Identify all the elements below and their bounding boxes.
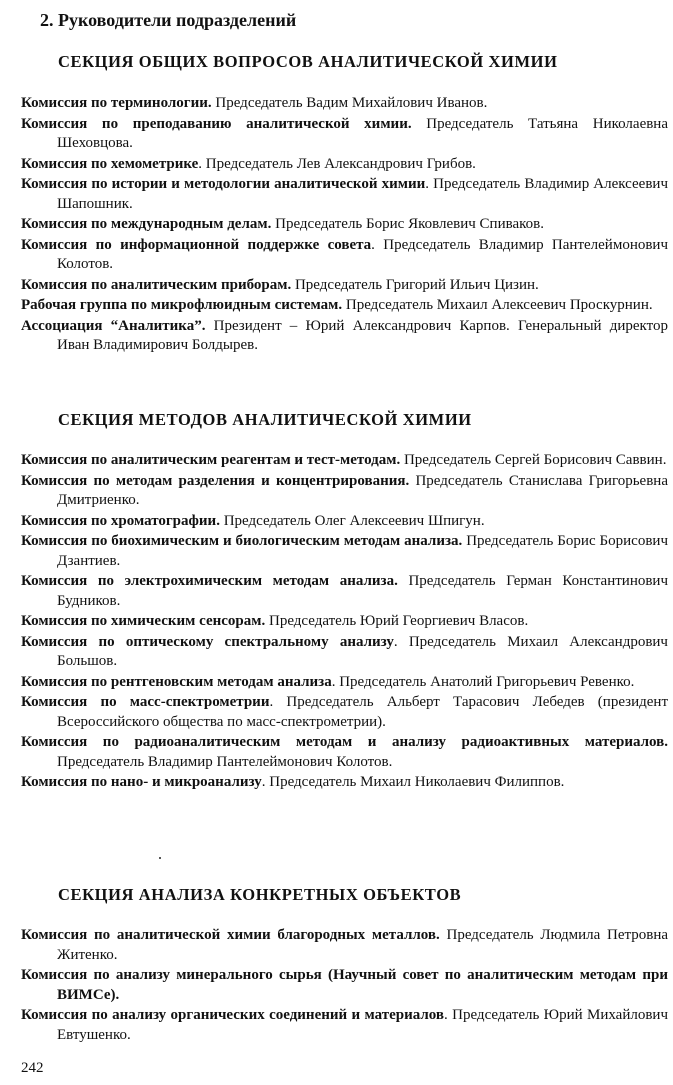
entry-name: Рабочая группа по микрофлюидным системам.	[21, 297, 343, 313]
list-item	[21, 155, 668, 175]
entry-name: Ассоциация “Аналитика”.	[21, 317, 206, 334]
entry-text: . Председатель Лев Александрович Грибов.	[198, 155, 476, 172]
section-title-methods: СЕКЦИЯ МЕТОДОВ АНАЛИТИЧЕСКОЙ ХИМИИ	[58, 410, 472, 429]
entry-text: Председатель Людмила Петровна Житенко.	[57, 927, 669, 963]
entry-name: Комиссия по анализу органических соединений и материалов	[21, 1007, 445, 1023]
list-item	[21, 296, 668, 316]
list-item	[21, 572, 668, 611]
entries-general	[21, 94, 668, 357]
list-item	[21, 733, 668, 772]
entry-text: Председатель Вадим Михайлович Иванов.	[211, 95, 488, 111]
entry-text: Председатель Григорий Ильич Цизин.	[291, 276, 539, 293]
entry-name: Комиссия по аналитической химии благородных металлов.	[21, 927, 440, 943]
entry-name: Комиссия по международным делам.	[21, 216, 272, 232]
entry-name: Комиссия по химическим сенсорам.	[21, 613, 266, 629]
list-item	[21, 175, 668, 214]
list-item	[21, 966, 668, 1005]
entry-text: . Председатель Альберт Тарасович Лебедев (президент Всероссийского общества по масс-спектрометрии).	[57, 694, 668, 730]
print-speck	[159, 857, 161, 859]
entry-text: . Председатель Анатолий Григорьевич Ревенко.	[331, 673, 635, 690]
entry-name: Комиссия по рентгеновским методам анализа	[21, 673, 332, 690]
entry-name: Комиссия по оптическому спектральному анализу	[21, 633, 394, 650]
list-item	[21, 673, 668, 693]
entry-name: Комиссия по методам разделения и концентрирования.	[21, 472, 410, 489]
entry-name: Комиссия по преподаванию аналитической химии.	[21, 115, 412, 132]
entry-name: Комиссия по радиоаналитическим методам и анализу радиоактивных материалов.	[21, 734, 668, 750]
entries-objects	[21, 926, 668, 1046]
entry-text: Председатель Олег Алексеевич Шпигун.	[219, 512, 485, 529]
entry-name: Комиссия по электрохимическим методам анализа.	[21, 573, 398, 589]
list-item	[21, 926, 668, 965]
list-item	[21, 693, 668, 732]
list-item	[21, 451, 668, 471]
list-item	[21, 115, 668, 154]
entry-text: Председатель Михаил Алексеевич Проскурнин.	[342, 297, 653, 313]
entry-name: Комиссия по истории и методологии аналитической химии	[21, 176, 426, 192]
entry-text: . Председатель Михаил Александрович Большов.	[57, 633, 668, 669]
entry-text: Президент – Юрий Александрович Карпов. Генеральный директор Иван Владимирович Болдырев.	[57, 317, 668, 353]
entry-text: Председатель Юрий Георгиевич Власов.	[265, 613, 529, 629]
list-item	[21, 1006, 668, 1045]
entry-name: Комиссия по хемометрике	[21, 155, 199, 172]
list-item	[21, 472, 668, 511]
list-item	[21, 215, 668, 235]
section-title-general: СЕКЦИЯ ОБЩИХ ВОПРОСОВ АНАЛИТИЧЕСКОЙ ХИМИИ	[58, 52, 558, 71]
entry-text: Председатель Сергей Борисович Саввин.	[400, 452, 667, 468]
entry-name: Комиссия по информационной поддержке совета	[21, 236, 372, 253]
entry-name: Комиссия по анализу минерального сырья (Научный совет по аналитическим методам при ВИМСе).	[21, 967, 668, 1003]
page-number: 242	[21, 1060, 44, 1076]
entry-text: Председатель Борис Яковлевич Спиваков.	[271, 216, 544, 232]
entry-text: Председатель Татьяна Николаевна Шеховцова.	[57, 115, 668, 151]
entry-text: . Председатель Владимир Алексеевич Шапошник.	[57, 176, 668, 212]
list-item	[21, 633, 668, 672]
page-heading: 2. Руководители подразделений	[40, 10, 297, 30]
entry-name: Комиссия по аналитическим приборам.	[21, 276, 292, 293]
entry-text: Председатель Борис Борисович Дзантиев.	[57, 533, 668, 569]
list-item	[21, 512, 668, 532]
entry-name: Комиссия по масс-спектрометрии	[21, 694, 270, 710]
entry-name: Комиссия по терминологии.	[21, 95, 212, 111]
entry-text: Председатель Станислава Григорьевна Дмитриенко.	[57, 472, 668, 508]
list-item	[21, 236, 668, 275]
entry-text: Председатель Владимир Пантелеймонович Колотов.	[57, 753, 393, 770]
entries-methods	[21, 451, 668, 794]
list-item	[21, 773, 668, 793]
list-item	[21, 532, 668, 571]
list-item	[21, 612, 668, 632]
section-title-objects: СЕКЦИЯ АНАЛИЗА КОНКРЕТНЫХ ОБЪЕКТОВ	[58, 885, 462, 904]
list-item	[21, 276, 668, 296]
entry-name: Комиссия по аналитическим реагентам и тест-методам.	[21, 452, 401, 468]
entry-text: . Председатель Юрий Михайлович Евтушенко.	[57, 1007, 668, 1043]
entry-text: Председатель Герман Константинович Будников.	[57, 573, 668, 609]
entry-text: . Председатель Михаил Николаевич Филиппов.	[261, 774, 565, 790]
entry-name: Комиссия по хроматографии.	[21, 512, 220, 529]
list-item	[21, 94, 668, 114]
entry-name: Комиссия по нано- и микроанализу	[21, 774, 262, 790]
entry-text: . Председатель Владимир Пантелеймонович Колотов.	[57, 236, 668, 272]
list-item	[21, 317, 668, 356]
entry-name: Комиссия по биохимическим и биологическим методам анализа.	[21, 533, 463, 549]
